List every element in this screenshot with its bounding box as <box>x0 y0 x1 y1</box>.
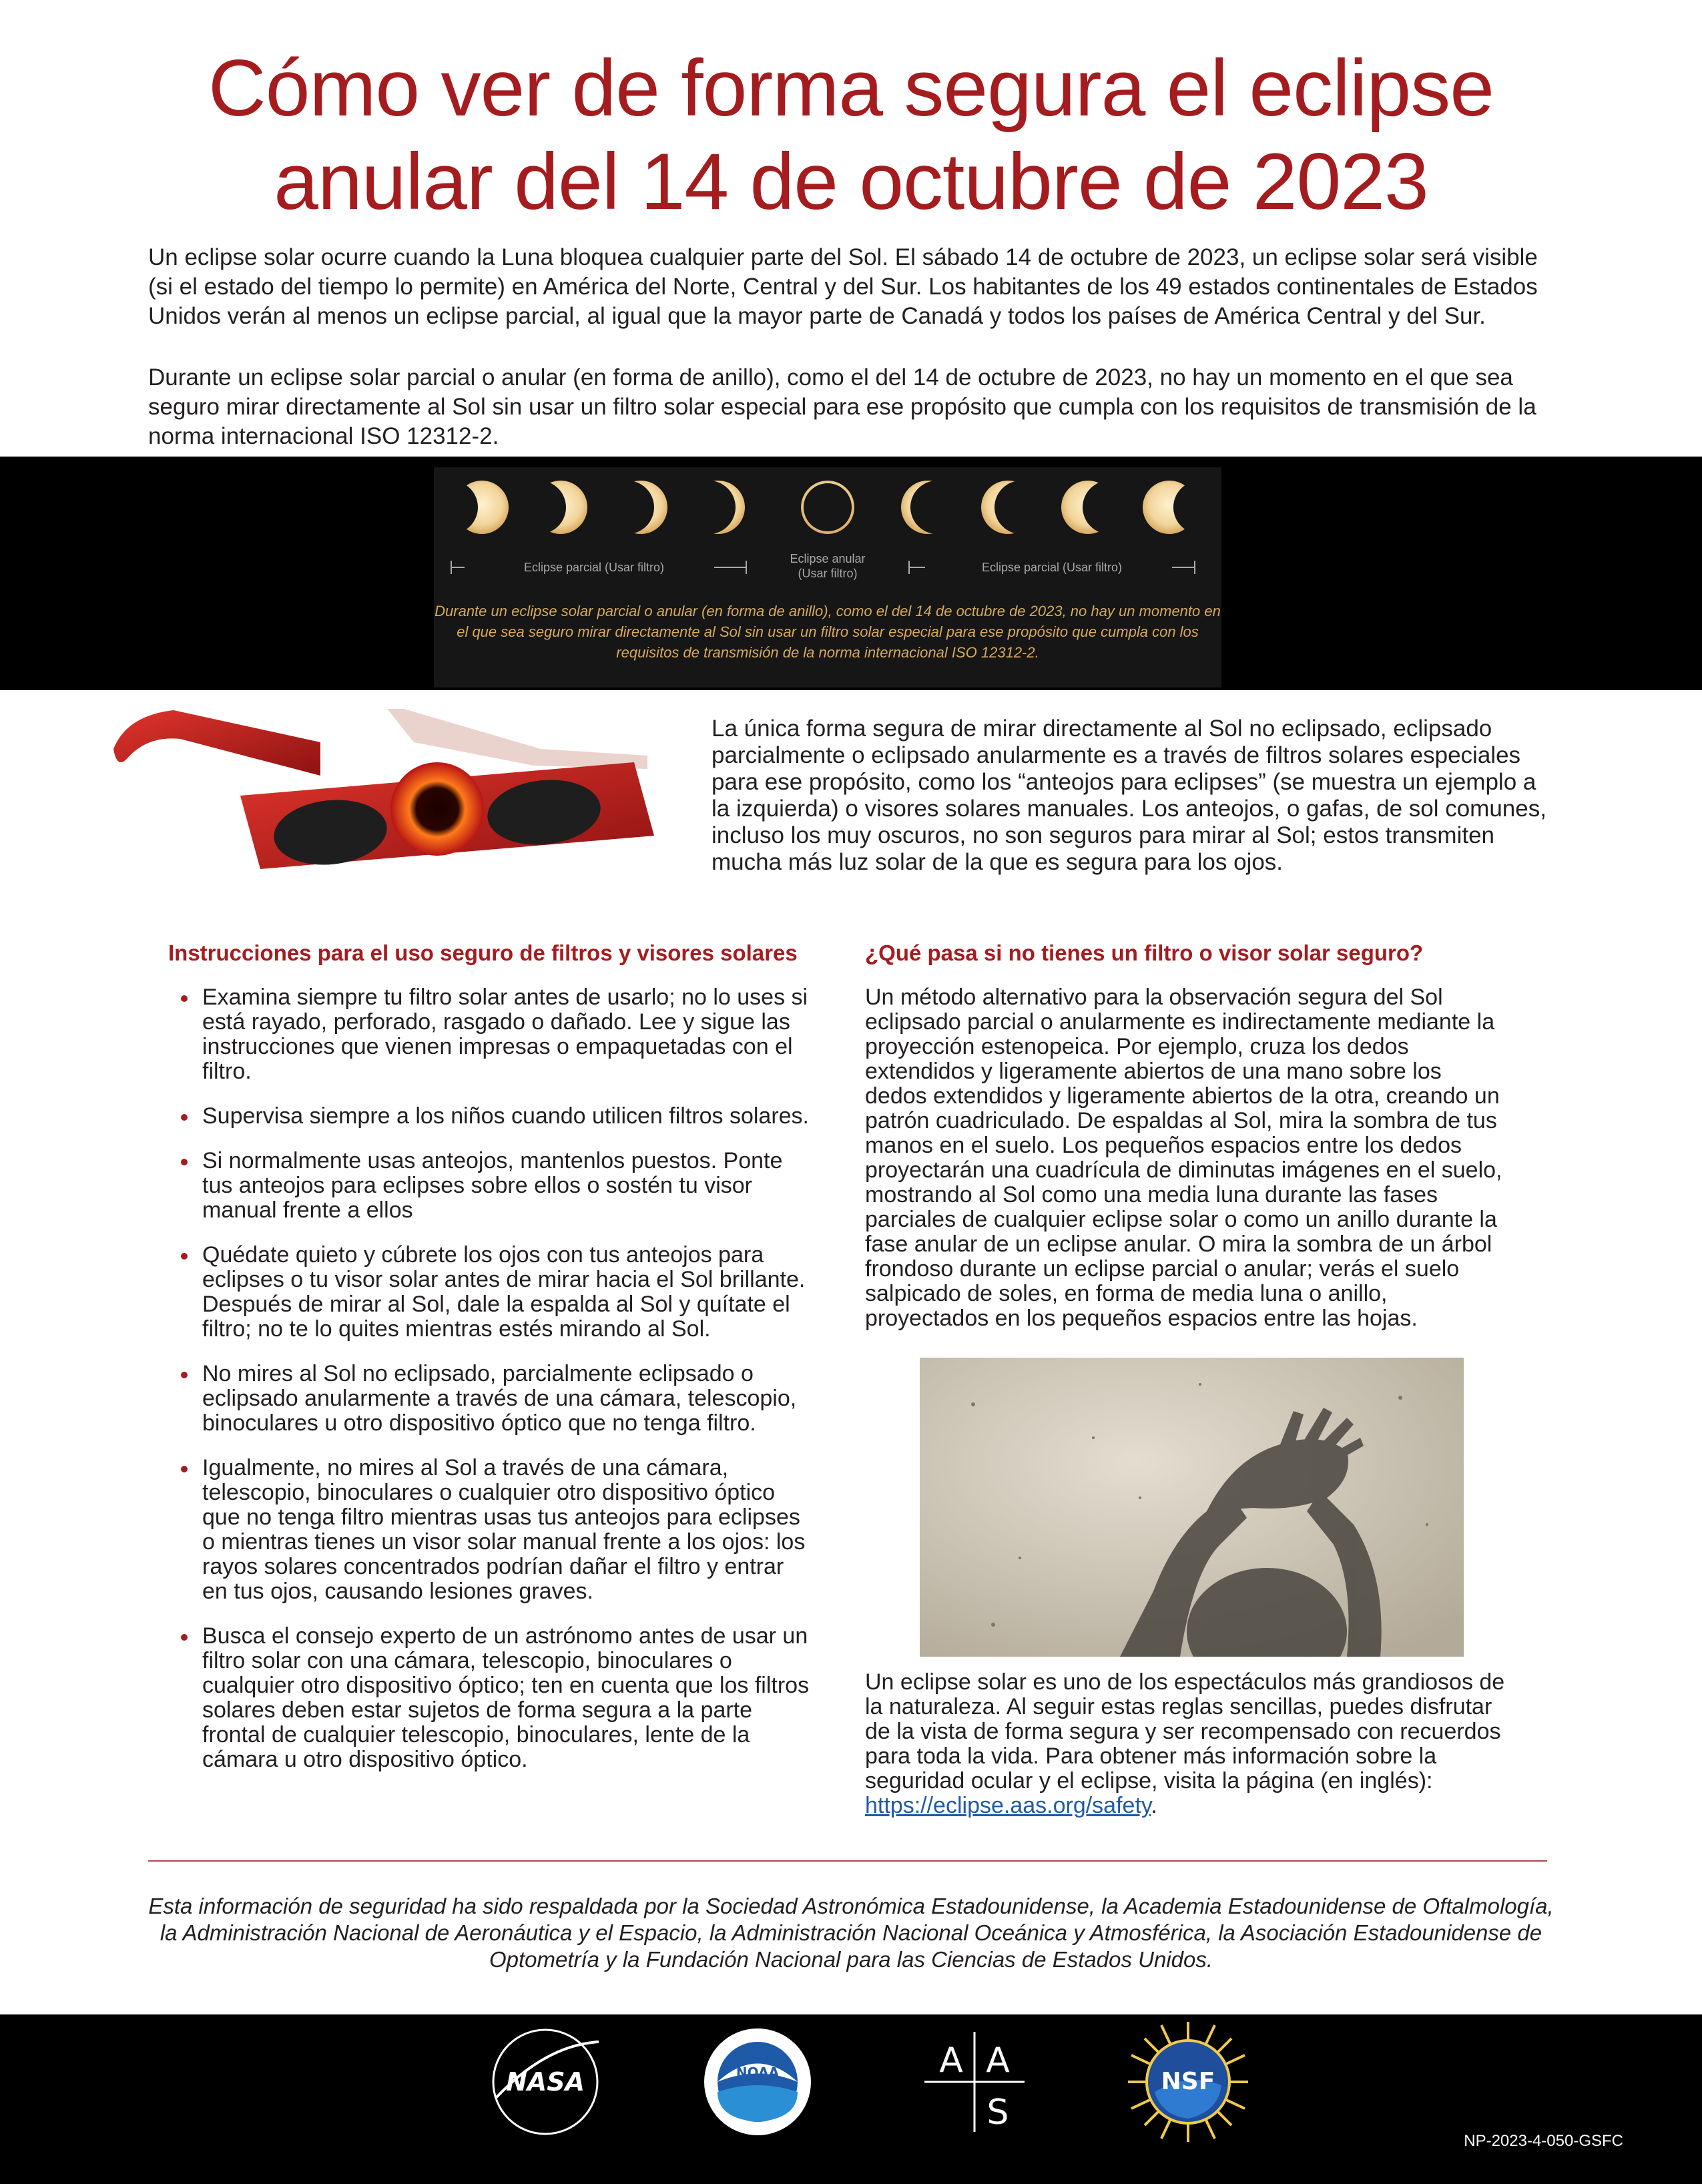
list-item: Quédate quieto y cúbrete los ojos con tus anteojos para eclipses o tu visor solar antes de mirar hacia el Sol brillante. Después de mirar al Sol, dale la espalda al Sol y quítate el filtro; no te lo quites mientras estés mirando al Sol. <box>177 1243 811 1342</box>
title-line-2: anular del 14 de octubre de 2023 <box>274 137 1428 226</box>
list-item: Supervisa siempre a los niños cuando utilicen filtros solares. <box>177 1104 811 1129</box>
alternative-text: Un método alternativo para la observación segura del Sol eclipsado parcial o anularmente es indirectamente mediante la proyección estenopeica. Por ejemplo, cruza los dedos extendidos y ligeramente abiertos de una mano sobre los dedos extendidos y ligeramente abiertos de la otra, creando un patrón cuadriculado. De espaldas al Sol, mira la sombra de tus manos en el suelo. Los pequeños espacios entre los dedos proyectarán una cuadrícula de diminutas imágenes en el suelo, mostrando al Sol como una media luna durante las fases parciales de cualquier eclipse solar o como un anillo durante la fase anular de un eclipse anular. O mira la sombra de un árbol frondoso durante un eclipse parcial o anular; verás el suelo salpicado de soles, en forma de media luna o anillo, proyectados en los pequeños espacios entre las hojas. <box>865 985 1502 1331</box>
phase-6-icon <box>901 481 964 534</box>
noaa-logo <box>694 2018 821 2145</box>
phase-7-icon <box>981 481 1048 534</box>
title-line-1: Cómo ver de forma segura el eclipse <box>208 43 1494 133</box>
phases-caption: Durante un eclipse solar parcial o anular (en forma de anillo), como el del 14 de octubre de 2023, no hay un momento en el que sea seguro mirar directamente al Sol sin usar un filtro solar especial para ese propósito que cumpla con los requisitos de transmisión de la norma internacional ISO 12312-2. <box>435 603 1221 661</box>
noaa-logo-text: NOAA <box>736 2065 780 2081</box>
intro-paragraph-1: Un eclipse solar ocurre cuando la Luna bloquea cualquier parte del Sol. El sábado 14 de octubre de 2023, un eclipse solar será visible (si el estado del tiempo lo permite) en América del Norte, Central y del Sur. Los habitantes de los 49 estados continentales de Estados Unidos verán al menos un eclipse parcial, al igual que la mayor parte de Canadá y todos los países de América Central y del Sur. <box>148 244 1538 329</box>
phase-1-icon <box>434 481 509 534</box>
list-item: Examina siempre tu filtro solar antes de usarlo; no lo uses si está rayado, perforado, rasgado o dañado. Lee y sigue las instrucciones que vienen impresas o empaquetadas con el filtro. <box>177 985 811 1084</box>
annular-label-line-2: (Usar filtro) <box>798 567 858 580</box>
section-divider <box>148 1860 1547 1862</box>
nsf-logo-text: NSF <box>1161 2068 1215 2095</box>
safety-link[interactable]: https://eclipse.aas.org/safety <box>865 1793 1151 1818</box>
phase-9-icon <box>1143 481 1221 534</box>
page-title <box>0 41 1702 228</box>
annular-label <box>761 551 894 581</box>
list-item: Si normalmente usas anteojos, mantenlos puestos. Ponte tus anteojos para eclipses sobre ellos o sostén tu visor manual frente a ellos <box>177 1149 811 1223</box>
list-item: Busca el consejo experto de un astrónomo antes de usar un filtro solar con una cámara, telescopio, binoculares o cualquier otro dispositivo óptico; ten en cuenta que los filtros solares deben estar sujetos de forma segura a la parte frontal de cualquier telescopio, binoculares, lente de la cámara u otro dispositivo óptico. <box>177 1624 811 1772</box>
aas-letter-bottom: S <box>986 2093 1009 2133</box>
aas-letter-top-right: A <box>986 2040 1010 2081</box>
list-item: No mires al Sol no eclipsado, parcialmente eclipsado o eclipsado anularmente a través de una cámara, telescopio, binoculares u otro dispositivo óptico que no tenga filtro. <box>177 1362 811 1436</box>
phase-3-icon <box>601 481 667 534</box>
intro-paragraph-2: Durante un eclipse solar parcial o anular (en forma de anillo), como el del 14 de octubre de 2023, no hay un momento en el que sea seguro mirar directamente al Sol sin usar un filtro solar especial para ese propósito que cumpla con los requisitos de transmisión de la norma internacional ISO 12312-2. <box>148 364 1536 449</box>
partial-label-left: Eclipse parcial (Usar filtro) <box>523 561 665 574</box>
aas-logo <box>911 2018 1038 2145</box>
partial-label-right: Eclipse parcial (Usar filtro) <box>981 561 1123 574</box>
list-item: Igualmente, no mires al Sol a través de una cámara, telescopio, binoculares o cualquier otro dispositivo óptico que no tenga filtro mientras usas tus anteojos para eclipses o mientras tienes un visor solar manual frente a los ojos: los rayos solares concentrados podrían dañar el filtro y entrar en tus ojos, causando lesiones graves. <box>177 1456 811 1604</box>
nsf-logo <box>1125 2018 1251 2145</box>
hand-shadow-image <box>920 1358 1464 1657</box>
closing-period: . <box>1151 1793 1157 1818</box>
hand-shadow-photo <box>920 1358 1464 1657</box>
aas-letter-top-left: A <box>939 2040 963 2081</box>
nasa-logo <box>482 2018 609 2145</box>
phase-annular-icon <box>801 481 854 534</box>
eclipse-glasses-illustration <box>100 702 674 876</box>
closing-text: Un eclipse solar es uno de los espectáculos más grandiosos de la naturaleza. Al seguir estas reglas sencillas, puedes disfrutar de la vista de forma segura y ser recompensado con recuerdos para toda la vida. Para obtener más información sobre la seguridad ocular y el eclipse, visita la página (en inglés): <box>865 1669 1505 1794</box>
document-code: NP-2023-4-050-GSFC <box>1464 2132 1623 2150</box>
endorsement-text: Esta información de seguridad ha sido respaldada por la Sociedad Astronómica Estadounidense, la Academia Estadounidense de Oftalmología, la Administración Nacional de Aeronáutica y el Espacio, la Administración Nacional Oceánica y Atmosférica, la Asociación Estadounidense de Optometría y la Fundación Nacional para las Ciencias de Estados Unidos. <box>148 1894 1554 1972</box>
footer-band <box>0 2014 1702 2184</box>
eclipse-phase-sequence <box>434 467 1221 601</box>
annular-label-line-1: Eclipse anular <box>790 552 866 565</box>
instructions-heading: Instrucciones para el uso seguro de filtros y visores solares <box>168 940 798 965</box>
glasses-description: La única forma segura de mirar directamente al Sol no eclipsado, eclipsado parcialmente o eclipsado anularmente es a través de filtros solares especiales para ese propósito, como los “anteojos para eclipses” (se muestra un ejemplo a la izquierda) o visores solares manuales. Los anteojos, o gafas, de sol comunes, incluso los muy oscuros, no son seguros para mirar al Sol; estos transmiten mucha más luz solar de la que es segura para los ojos. <box>712 716 1546 875</box>
nasa-logo-text: NASA <box>506 2067 585 2097</box>
phase-2-icon <box>513 481 587 534</box>
instructions-list <box>177 985 811 1792</box>
phase-4-icon <box>682 481 745 534</box>
closing-paragraph <box>865 1670 1506 1818</box>
eclipse-phases-graphic <box>434 467 1221 688</box>
alternative-heading: ¿Qué pasa si no tienes un filtro o visor solar seguro? <box>865 940 1424 965</box>
phase-8-icon <box>1061 481 1136 534</box>
